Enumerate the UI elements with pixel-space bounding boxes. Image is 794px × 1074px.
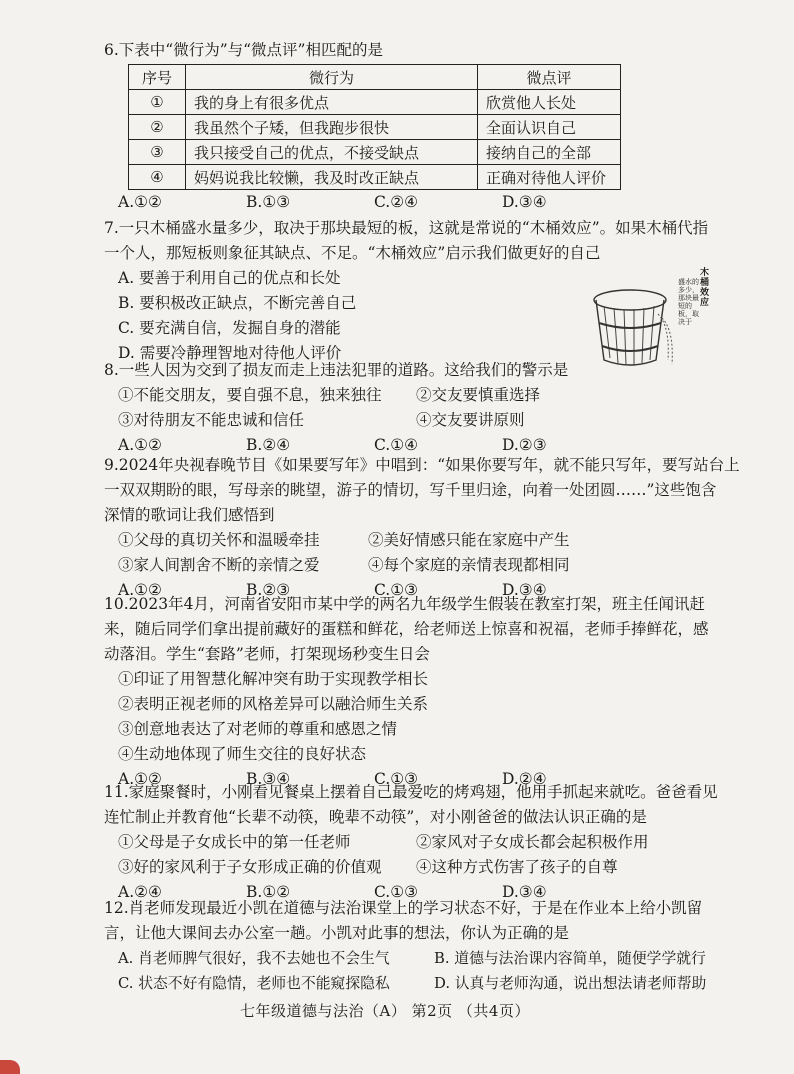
illustration-caption: 盛水的多少，那块最短的板，取决于: [678, 278, 699, 326]
statement-1: ①印证了用智慧化解冲突有助于实现教学相长: [118, 670, 429, 688]
option-d[interactable]: D. 认真与老师沟通，说出想法请老师帮助: [434, 975, 707, 992]
statement-4: ④每个家庭的亲情表现都相同: [368, 556, 570, 574]
question-8: [104, 358, 630, 458]
table-cell: ④: [129, 165, 186, 190]
option-d[interactable]: D.③④: [502, 883, 547, 901]
question-11-stem-line: 连忙制止并教育他“长辈不动筷，晚辈不动筷”，对小刚爸爸的做法认识正确的是: [104, 808, 647, 826]
question-9-stem-line: 深情的歌词让我们感悟到: [104, 506, 275, 524]
statement-3: ③好的家风利于子女形成正确的价值观: [118, 858, 382, 876]
table-cell: 我的身上有很多优点: [186, 90, 478, 115]
table-cell: 全面认识自己: [478, 115, 621, 140]
question-8-stem: 8.一些人因为交到了损友而走上违法犯罪的道路。这给我们的警示是: [104, 361, 569, 379]
table-header: 微行为: [186, 65, 478, 90]
statement-2: ②家风对子女成长都会起积极作用: [416, 833, 649, 851]
option-d[interactable]: D.②③: [502, 436, 547, 454]
statement-3: ③家人间割舍不断的亲情之爱: [118, 556, 320, 574]
page-footer: 七年级道德与法治（A） 第2页 （共4页）: [240, 1002, 530, 1020]
option-b[interactable]: B. 要积极改正缺点，不断完善自己: [118, 294, 357, 312]
question-10-stem-line: 10.2023年4月，河南省安阳市某中学的两名九年级学生假装在教室打架，班主任闻讯赶: [104, 595, 705, 613]
statement-2: ②美好情感只能在家庭中产生: [368, 531, 570, 549]
table-cell: 正确对待他人评价: [478, 165, 621, 190]
option-d[interactable]: D.②④: [502, 770, 547, 788]
option-a[interactable]: A.①②: [118, 436, 162, 454]
table-cell: 欣赏他人长处: [478, 90, 621, 115]
option-b[interactable]: B.③④: [246, 770, 291, 788]
question-9-stem-line: 9.2024年央视春晚节目《如果要写年》中唱到：“如果你要写年，就不能只写年，要写站台上: [104, 456, 740, 474]
option-b[interactable]: B.②④: [246, 436, 291, 454]
statement-1: ①父母的真切关怀和温暖牵挂: [118, 531, 320, 549]
option-d[interactable]: D. 需要冷静理智地对待他人评价: [118, 344, 342, 362]
option-c[interactable]: C. 状态不好有隐情，老师也不能窥探隐私: [118, 975, 390, 992]
question-10-stem-line: 动落泪。学生“套路”老师，打架现场秒变生日会: [104, 645, 430, 663]
statement-3: ③创意地表达了对老师的尊重和感恩之情: [118, 720, 398, 738]
question-7-stem-line: 7.一只木桶盛水量多少，取决于那块最短的板，这就是常说的“木桶效应”。如果木桶代指: [104, 219, 709, 237]
option-a[interactable]: A.①②: [118, 193, 162, 211]
statement-4: ④交友要讲原则: [416, 411, 525, 429]
question-11-stem-line: 11.家庭聚餐时，小刚看见餐桌上摆着自己最爱吃的烤鸡翅，他用手抓起来就吃。爸爸看见: [104, 783, 718, 801]
table-header-row: [129, 65, 621, 90]
option-a[interactable]: A. 要善于利用自己的优点和长处: [118, 269, 341, 287]
illustration-title: 木桶效应: [700, 268, 710, 308]
option-c[interactable]: C.①③: [374, 770, 419, 788]
question-9: [104, 453, 740, 603]
option-a[interactable]: A.②④: [118, 883, 162, 901]
question-6-stem: 6.下表中“微行为”与“微点评”相匹配的是: [104, 41, 383, 59]
table-cell: 接纳自己的全部: [478, 140, 621, 165]
table-row: [129, 165, 621, 190]
option-b[interactable]: B. 道德与法治课内容简单，随便学学就行: [434, 950, 706, 967]
question-10: [104, 592, 709, 792]
option-c[interactable]: C.①③: [374, 581, 419, 599]
question-12-stem-line: 言，让他大课间去办公室一趟。小凯对此事的想法，你认为正确的是: [104, 924, 570, 942]
question-6-table: [128, 64, 621, 190]
question-10-stem-line: 来，随后同学们拿出提前藏好的蛋糕和鲜花，给老师送上惊喜和祝福，老师手捧鲜花，感: [104, 620, 709, 638]
table-cell: 妈妈说我比较懒，我及时改正缺点: [186, 165, 478, 190]
table-cell: ②: [129, 115, 186, 140]
table-cell: 我虽然个子矮，但我跑步很快: [186, 115, 478, 140]
question-12: [104, 896, 706, 996]
edge-mark: [0, 1060, 20, 1074]
question-12-stem-line: 12.肖老师发现最近小凯在道德与法治课堂上的学习状态不好，于是在作业本上给小凯留: [104, 899, 703, 917]
statement-2: ②交友要慎重选择: [416, 386, 541, 404]
question-9-stem-line: 一双双期盼的眼，写母亲的眺望，游子的情切，写千里归途，向着一处团圆……”这些饱含: [104, 481, 717, 499]
statement-4: ④这种方式伤害了孩子的自尊: [416, 858, 618, 876]
question-6: [104, 38, 383, 63]
table-cell: ③: [129, 140, 186, 165]
option-c[interactable]: C.①③: [374, 883, 419, 901]
option-d[interactable]: D.③④: [502, 193, 547, 211]
table-cell: 我只接受自己的优点，不接受缺点: [186, 140, 478, 165]
statement-1: ①父母是子女成长中的第一任老师: [118, 833, 351, 851]
question-6-options: [118, 190, 630, 215]
statement-3: ③对待朋友不能忠诚和信任: [118, 411, 305, 429]
option-c[interactable]: C. 要充满自信，发掘自身的潜能: [118, 319, 341, 337]
table-row: [129, 115, 621, 140]
option-c[interactable]: C.②④: [374, 193, 419, 211]
option-b[interactable]: B.①③: [246, 193, 291, 211]
option-a[interactable]: A.①②: [118, 770, 162, 788]
statement-2: ②表明正视老师的风格差异可以融洽师生关系: [118, 695, 429, 713]
table-row: [129, 90, 621, 115]
option-b[interactable]: B.②③: [246, 581, 291, 599]
table-header: 序号: [129, 65, 186, 90]
option-d[interactable]: D.③④: [502, 581, 547, 599]
table-header: 微点评: [478, 65, 621, 90]
question-7-stem-line: 一个人，那短板则象征其缺点、不足。“木桶效应”启示我们做更好的自己: [104, 244, 601, 262]
option-a[interactable]: A. 肖老师脾气很好，我不去她也不会生气: [118, 950, 390, 967]
option-a[interactable]: A.①②: [118, 581, 162, 599]
question-11: [104, 780, 718, 905]
option-b[interactable]: B.①②: [246, 883, 291, 901]
table-row: [129, 140, 621, 165]
statement-4: ④生动地体现了师生交往的良好状态: [118, 745, 367, 763]
table-cell: ①: [129, 90, 186, 115]
statement-1: ①不能交朋友，要自强不息，独来独往: [118, 386, 382, 404]
option-c[interactable]: C.①④: [374, 436, 419, 454]
